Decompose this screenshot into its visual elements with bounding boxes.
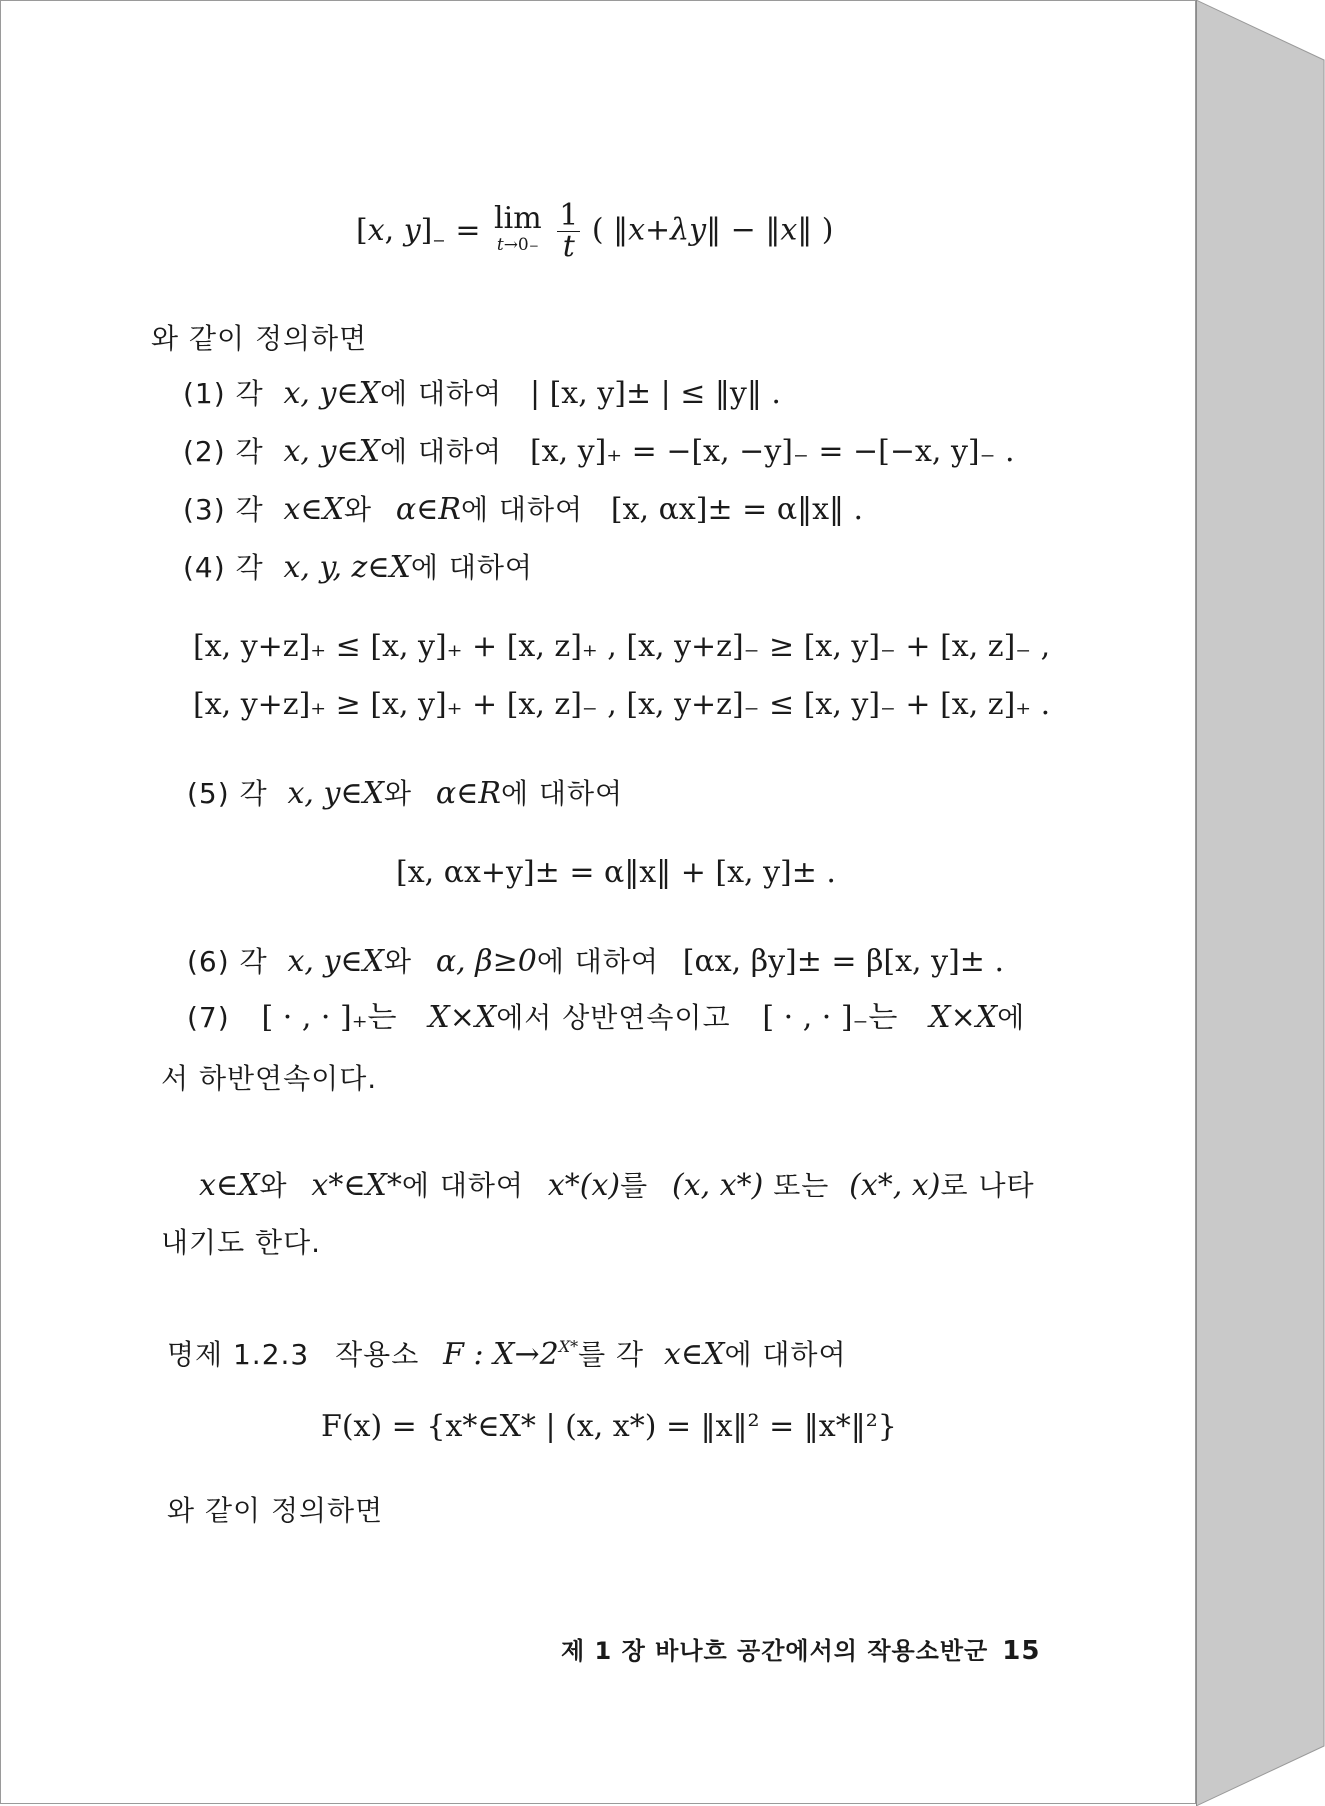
p6-label: (6) 각 [187,945,268,978]
p4-inequality-row-1: [x, y+z]₊ ≤ [x, y]₊ + [x, z]₊ , [x, y+z]₋ ≥ [x, y]₋ + [x, z]₋ , [193,629,1051,664]
p6-text-2: 에 대하여 [536,945,659,978]
n-math-1: x∈X [199,1168,260,1203]
p7-b: X×X [428,1000,497,1035]
p5-text-1: 와 [384,777,413,810]
n-text-1: 와 [259,1169,288,1202]
n-text-5: 로 나타 [940,1169,1035,1202]
p4-inequality-row-2: [x, y+z]₊ ≥ [x, y]₊ + [x, z]₋ , [x, y+z]₋ ≤ [x, y]₋ + [x, z]₊ . [193,687,1051,722]
prop-text-1: 작용소 [335,1338,420,1371]
book-spine [1196,0,1325,1806]
p7-a: [ · , · ]₊는 [261,1000,397,1035]
p3-text-2: 에 대하여 [460,493,584,526]
prop-label: 명제 1.2.3 [167,1338,310,1371]
p4-text: 에 대하여 [410,551,533,584]
n-math-3: x*(x) [547,1168,621,1203]
p1-math: x, y∈X [283,376,380,411]
p7-label: (7) [187,1001,230,1034]
p1-text: 에 대하여 [380,377,503,410]
fraction-one-over-t: $\frac{1}{t}$ [559,198,579,264]
p5-label: (5) 각 [187,777,268,810]
p2-label: (2) 각 [183,435,264,468]
p7-c: 에서 상반연속이고 [496,1001,731,1034]
p1-formula: | [x, y]± | ≤ ‖y‖ . [529,376,781,411]
text-define-2: 와 같이 정의하면 [167,1494,384,1527]
p5-math-1: x, y∈X [287,776,384,811]
p7-e: X×X [929,1000,998,1035]
lim-operator: lim t→0− [494,201,542,255]
p6-math-1: x, y∈X [287,944,384,979]
n-math-5: (x*, x) [849,1168,941,1203]
prop-text-3: 에 대하여 [724,1338,847,1371]
prop-math-2: x∈X [663,1337,725,1372]
n-text-3: 를 [620,1169,649,1202]
chapter-title: 제 1 장 바나흐 공간에서의 작용소반군 [561,1637,989,1665]
p6-text-1: 와 [384,945,413,978]
p3-label: (3) 각 [183,493,264,526]
property-7 [187,997,1025,1038]
notation-paragraph [199,1165,1035,1206]
equation-F: F(x) = {x*∈X* | (x, x*) = ‖x‖² = ‖x*‖²} [321,1409,897,1444]
page-footer [561,1631,1040,1666]
p4-math: x, y, z∈X [283,550,411,585]
eq-rhs: ( ‖x+λy‖ − ‖x‖ ) [591,212,834,248]
p7-d: [ · , · ]₋는 [762,1000,898,1035]
p4-label: (4) 각 [183,551,264,584]
p5-text-2: 에 대하여 [500,777,624,810]
eq-lhs: [x, $y]_-$ = [356,212,491,250]
prop-math: F : X→2 [443,1337,559,1372]
property-2 [183,431,1015,472]
p2-formula: [x, y]₊ = −[x, −y]₋ = −[−x, y]₋ . [529,434,1015,469]
notation-continuation: 내기도 한다. [161,1226,322,1259]
property-1 [183,373,781,414]
p3-math-2: α∈R [395,492,461,527]
p1-label: (1) 각 [183,377,264,410]
p6-math-2: α, β≥0 [435,944,537,979]
page-number: 15 [1002,1636,1041,1666]
n-math-4: (x, x*) [672,1168,764,1203]
p3-formula: [x, αx]± = α‖x‖ . [610,492,864,527]
p2-text: 에 대하여 [380,435,503,468]
property-5 [187,773,623,814]
p5-formula: [x, αx+y]± = α‖x‖ + [x, y]± . [396,855,836,890]
n-text-2: 에 대하여 [401,1169,524,1202]
property-4 [183,547,533,588]
n-text-4: 또는 [773,1169,830,1202]
property-6 [187,941,1004,982]
property-3 [183,489,863,530]
p7-f: 에 [997,1001,1026,1034]
text-define-1: 와 같이 정의하면 [151,322,368,355]
n-math-2: x*∈X* [311,1168,402,1203]
spine-shape [1196,0,1325,1806]
p6-formula: [αx, βy]± = β[x, y]± . [682,944,1004,979]
p5-math-2: α∈R [435,776,501,811]
p3-math-1: x∈X [283,492,344,527]
p3-text-1: 와 [343,493,373,526]
p2-math: x, y∈X [283,434,380,469]
equation-lim [356,198,834,264]
p7-continuation: 서 하반연속이다. [161,1062,378,1095]
prop-text-2: 를 각 [578,1338,645,1371]
proposition-1-2-3 [167,1327,847,1375]
prop-sup: X* [558,1337,579,1356]
